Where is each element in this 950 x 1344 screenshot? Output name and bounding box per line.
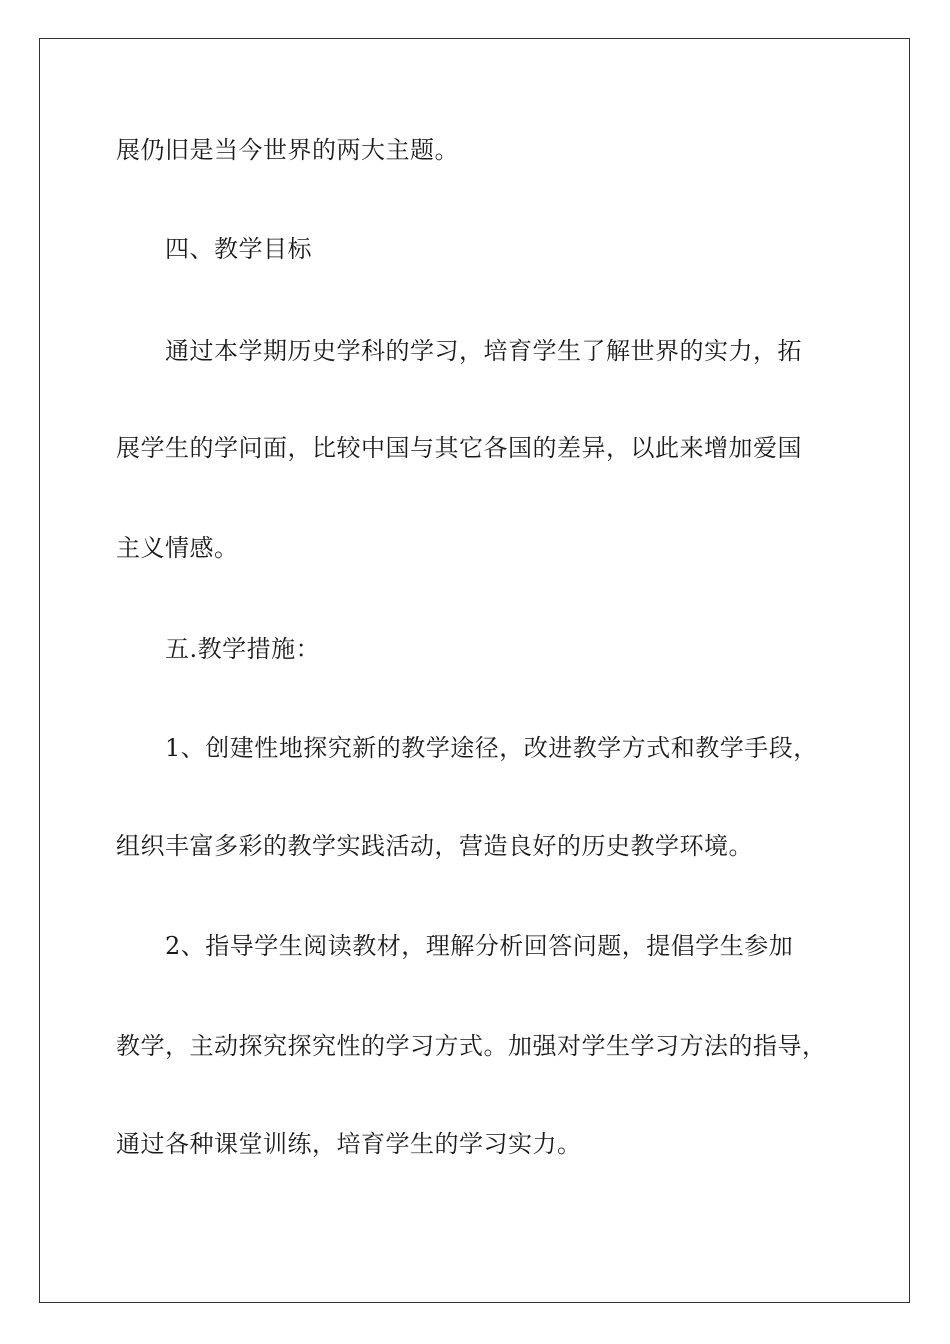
- paragraph-line-8: 组织丰富多彩的教学实践活动，营造良好的历史教学环境。: [116, 832, 753, 860]
- page-frame: [39, 38, 910, 1303]
- paragraph-line-7: 1、创建性地探究新的教学途径，改进教学方式和教学手段，: [165, 734, 818, 762]
- paragraph-line-3: 通过本学期历史学科的学习，培育学生了解世界的实力，拓: [165, 337, 802, 365]
- paragraph-line-5: 主义情感。: [116, 534, 239, 562]
- section-heading-teaching-goals: 四、教学目标: [165, 235, 312, 263]
- paragraph-line-9: 2、指导学生阅读教材，理解分析回答问题，提倡学生参加: [165, 932, 794, 960]
- paragraph-line-4: 展学生的学问面，比较中国与其它各国的差异，以此来增加爱国: [116, 434, 802, 462]
- paragraph-line-1: 展仍旧是当今世界的两大主题。: [116, 136, 459, 164]
- section-heading-teaching-measures: 五.教学措施：: [165, 635, 321, 663]
- paragraph-line-10: 教学，主动探究探究性的学习方式。加强对学生学习方法的指导，: [116, 1032, 827, 1060]
- paragraph-line-11: 通过各种课堂训练，培育学生的学习实力。: [116, 1130, 582, 1158]
